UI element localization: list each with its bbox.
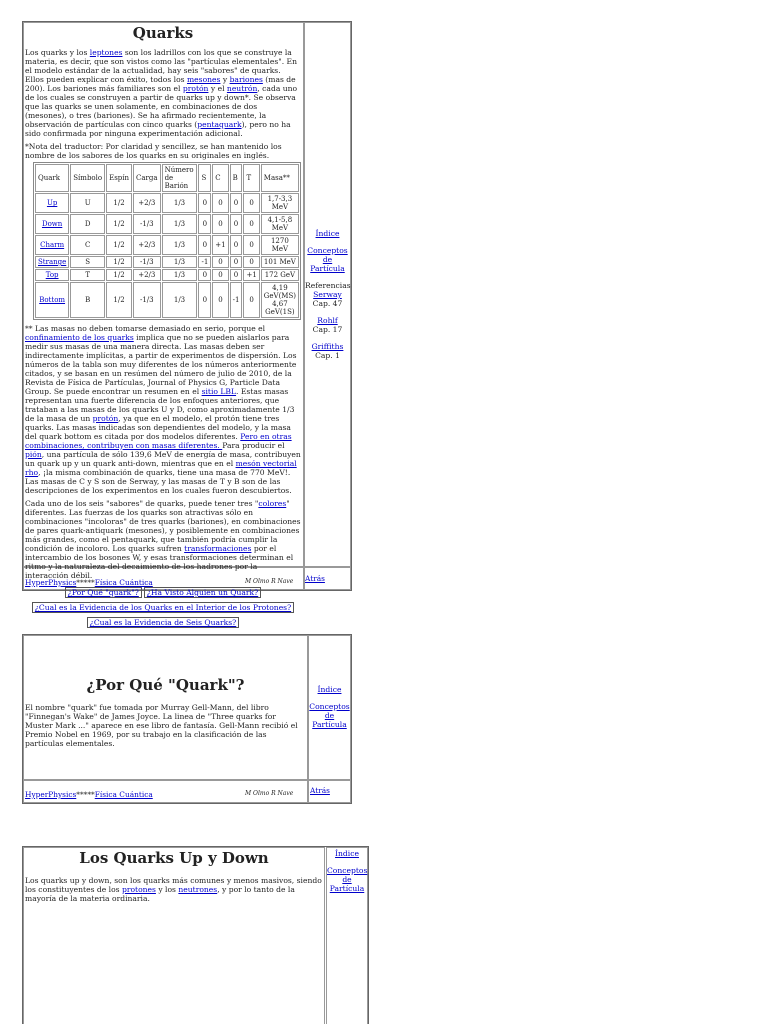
table-cell: 1/3 — [162, 214, 198, 234]
table-cell: 0 — [230, 269, 243, 281]
table-cell: -1/3 — [133, 214, 161, 234]
colors-paragraph — [25, 499, 301, 580]
table-cell: 1,7-3,3 MeV — [261, 193, 299, 213]
table-cell: T — [70, 269, 105, 281]
rohlf-link[interactable]: Rohlf — [317, 316, 338, 325]
table-header: C — [212, 164, 228, 192]
quark-name-link[interactable]: Strange — [38, 258, 67, 266]
table-cell: 0 — [212, 193, 228, 213]
table-row — [35, 282, 299, 318]
table-cell: 0 — [230, 193, 243, 213]
fisica-cuantica-link-2[interactable]: Física Cuántica — [94, 790, 153, 799]
text-run: ** Las masas no deben tomarse demasiado en serio, porque el — [25, 324, 266, 333]
nav-button[interactable]: ¿Por Qué "quark"? — [67, 588, 139, 597]
why-quark-title: ¿Por Qué "Quark"? — [86, 676, 245, 694]
indice-link-2[interactable]: Índice — [317, 685, 342, 694]
table-cell: U — [70, 193, 105, 213]
table-row — [35, 193, 299, 213]
text-run: y — [220, 75, 230, 84]
hyperphysics-link[interactable]: HyperPhysics — [25, 578, 77, 587]
table-cell: 1/2 — [106, 282, 132, 318]
text-run: . Estas masas representan una fuerte diferencia de los enfoques anteriores, que trataban a las masas de los quarks U y D, como aproximadamente 1/3 de la masa de un — [25, 387, 295, 423]
table-cell: 0 — [243, 256, 259, 268]
inline-link[interactable]: Pero en otras combinaciones, contribuyen con masas diferentes. — [25, 432, 292, 450]
footer-stars-2: ***** — [76, 790, 95, 799]
nav-button-frame — [65, 587, 142, 598]
text-run: (mas de 200). Los bariones más familiares son el — [25, 75, 296, 93]
table-cell — [35, 282, 69, 318]
table-cell — [35, 269, 69, 281]
nav-button[interactable]: ¿Cual es la Evidencia de los Quarks en el Interior de los Protones? — [34, 603, 292, 612]
text-run: , cada uno de los cuales se construyen a partir de quarks up y down*. Se observa que las quarks se unen solamente, en combinaciones de dos (mesones), o tres (bariones). Se ha afirmado recientemente, la observación de partículas con cinco quarks ( — [25, 84, 298, 129]
table-cell: 0 — [243, 235, 259, 255]
up-down-title: Los Quarks Up y Down — [79, 849, 269, 867]
table-cell: 1/2 — [106, 256, 132, 268]
table-cell: +2/3 — [133, 269, 161, 281]
table-cell: 0 — [230, 214, 243, 234]
table-cell: 1/3 — [162, 235, 198, 255]
griffiths-chapter: Cap. 1 — [315, 351, 340, 360]
table-header: Número de Barión — [162, 164, 198, 192]
table-row — [35, 256, 299, 268]
indice-link[interactable]: Índice — [315, 229, 340, 238]
table-cell: 0 — [212, 282, 228, 318]
table-cell: 1/2 — [106, 235, 132, 255]
table-cell: 4,19 GeV(MS) 4,67 GeV(1S) — [261, 282, 299, 318]
inline-link[interactable]: pión — [25, 450, 42, 459]
table-cell: 4,1-5,8 MeV — [261, 214, 299, 234]
nav-button-row — [25, 601, 301, 614]
why-quark-content — [25, 676, 306, 748]
quark-name-link[interactable]: Top — [45, 271, 59, 279]
table-header: Masa** — [261, 164, 299, 192]
conceptos-particula-link[interactable]: Conceptos de Partícula — [307, 246, 348, 273]
text-run: , y por lo tanto de la mayoría de la materia ordinaria. — [25, 885, 295, 903]
table-header: Carga — [133, 164, 161, 192]
text-run: , ¡la misma combinación de quarks, tiene una masa de 770 MeV!. Las masas de C y S son de Serway, y las masas de T y B son de las descripciones de los experimentos en los cuales fueron descubiertos. — [25, 468, 292, 495]
back-link[interactable]: Atrás — [305, 574, 325, 583]
up-down-sidebar — [327, 849, 367, 893]
text-run: implica que no se pueden aislarlos para medir sus masas de una manera directa. Las masas deben ser indirectamente implícitas, a partir de experimentos de dispersión. Los números de la tabla son muy diferentes de los números anteriormente citados, y se basan en un resúmen del número de julio de 2010, de la Revista de Física de Partículas, Journal of Physics G, Particle Data Group. Se puede encontrar un resumen en el — [25, 333, 297, 396]
table-cell: -1 — [198, 256, 211, 268]
table-header: Espín — [106, 164, 132, 192]
nav-button[interactable]: ¿Ha Visto Alguien un Quark? — [146, 588, 259, 597]
indice-link-3[interactable]: Índice — [335, 849, 359, 858]
table-cell: 1/2 — [106, 193, 132, 213]
table-cell — [35, 256, 69, 268]
inline-link[interactable]: leptones — [89, 48, 123, 57]
text-run: y los — [155, 885, 179, 894]
text-run: ), pero no ha sido confirmada por ninguna experimentación adicional. — [25, 120, 291, 138]
table-cell: 1270 MeV — [261, 235, 299, 255]
text-run: Cada uno de los seis "sabores" de quarks, puede tener tres " — [25, 499, 259, 508]
table-cell: 1/3 — [162, 193, 198, 213]
table-cell: 0 — [198, 193, 211, 213]
inline-link[interactable]: protones — [121, 885, 156, 894]
text-run: Para producir el — [222, 441, 285, 450]
table-cell: B — [70, 282, 105, 318]
serway-link[interactable]: Serway — [313, 290, 342, 299]
inline-link[interactable]: protón — [92, 414, 119, 423]
inline-link[interactable]: confinamiento de los quarks — [25, 333, 134, 342]
inline-link[interactable]: protón — [182, 84, 209, 93]
inline-link[interactable]: neutrones — [178, 885, 218, 894]
table-cell: 0 — [230, 256, 243, 268]
table-cell: 172 GeV — [261, 269, 299, 281]
text-run: , ya que en el modelo, el protón tiene tres quarks. Las masas indicadas son dependientes del modelo, y la masa del quark bottom es citada por dos modelos diferentes. — [25, 414, 291, 441]
why-quark-paragraph: El nombre "quark" fue tomada por Murray Gell-Mann, del libro "Finnegan's Wake" de James Joyce. La linea de "Three quarks for Muster Mark ..." aparece en ese libro de fantasía. Gell-Mann recibió el Premio Nobel en 1969, por su trabajo en la clasificación de las partículas elementales. — [25, 703, 298, 748]
why-quark-footer — [25, 790, 306, 799]
table-cell: 0 — [212, 269, 228, 281]
hyperphysics-link-2[interactable]: HyperPhysics — [25, 790, 77, 799]
table-cell: 0 — [243, 282, 259, 318]
table-cell: 0 — [243, 193, 259, 213]
nav-button-frame — [87, 617, 240, 628]
quark-name-link[interactable]: Down — [41, 220, 63, 228]
author-signature-2: M Olmo R Nave — [245, 790, 294, 797]
table-cell: 0 — [198, 282, 211, 318]
text-run: " diferentes. Las fuerzas de los quarks son atractivas sólo en combinaciones "incoloras" de tres quarks (bariones), en combinaciones de pares quark-antiquark (mesones), y posiblemente en combinaciones más grandes, como el pentaquark, que también podría cumplir la condición de incoloro. Los quarks sufren — [25, 499, 301, 553]
quarks-content — [25, 24, 301, 631]
table-header: Símbolo — [70, 164, 105, 192]
nav-buttons — [25, 586, 301, 629]
table-cell: 101 MeV — [261, 256, 299, 268]
table-cell: +1 — [243, 269, 259, 281]
table-cell: D — [70, 214, 105, 234]
table-cell: 0 — [198, 235, 211, 255]
table-cell: 1/2 — [106, 269, 132, 281]
inline-link[interactable]: sitio LBL — [201, 387, 237, 396]
text-run: por el intercambio de los bosones W, y esas transformaciones determinan el ritmo y la naturaleza del decaimiento de los hadrones por la interacción débil. — [25, 544, 294, 580]
table-row — [35, 235, 299, 255]
quark-name-link[interactable]: Charm — [40, 241, 65, 249]
table-cell: 0 — [198, 214, 211, 234]
inline-link[interactable]: pentaquark — [197, 120, 242, 129]
serway-chapter: Cap. 47 — [312, 299, 343, 308]
table-cell: +1 — [212, 235, 228, 255]
inline-link[interactable]: mesón vectorial rho — [25, 459, 297, 477]
text-run: y el — [208, 84, 227, 93]
quark-name-link[interactable]: Up — [46, 199, 58, 207]
intro-paragraph — [25, 48, 301, 138]
table-cell: 0 — [212, 214, 228, 234]
nav-button[interactable]: ¿Cual es la Evidencia de Seis Quarks? — [89, 618, 237, 627]
table-cell: -1 — [230, 282, 243, 318]
griffiths-link[interactable]: Griffiths — [311, 342, 344, 351]
table-cell: 1/3 — [162, 282, 198, 318]
table-row — [35, 214, 299, 234]
table-cell — [35, 214, 69, 234]
table-header: S — [198, 164, 211, 192]
back-link-2[interactable]: Atrás — [310, 786, 330, 795]
table-cell: -1/3 — [133, 256, 161, 268]
rohlf-chapter: Cap. 17 — [312, 325, 343, 334]
nav-button-row — [25, 586, 301, 599]
text-run: Los quarks y los — [25, 48, 90, 57]
table-cell — [35, 235, 69, 255]
table-cell: 0 — [230, 235, 243, 255]
table-cell — [35, 193, 69, 213]
table-header: T — [243, 164, 259, 192]
table-cell: -1/3 — [133, 282, 161, 318]
nav-button-frame — [144, 587, 261, 598]
table-cell: +2/3 — [133, 193, 161, 213]
footer-stars: ***** — [76, 578, 95, 587]
quark-table — [33, 162, 301, 320]
translator-note: *Nota del traductor: Por claridad y sencillez, se han mantenido los nombre de los sabores de los quarks en su originales en inglés. — [25, 142, 282, 160]
table-header: B — [230, 164, 243, 192]
nav-button-row — [25, 616, 301, 629]
why-quark-sidebar — [309, 685, 350, 729]
table-cell: C — [70, 235, 105, 255]
table-cell: 1/3 — [162, 256, 198, 268]
quarks-sidebar — [305, 229, 350, 360]
quarks-footer — [25, 578, 301, 587]
up-down-content — [25, 849, 323, 903]
inline-link[interactable]: neutrón — [226, 84, 258, 93]
text-run: Los quarks up y down, son los quarks más comunes y menos masivos, siendo los constituyentes de los — [25, 876, 322, 894]
table-cell: 0 — [198, 269, 211, 281]
author-signature: M Olmo R Nave — [245, 578, 294, 585]
mass-note-paragraph — [25, 324, 301, 495]
table-cell: 1/2 — [106, 214, 132, 234]
fisica-cuantica-link[interactable]: Física Cuántica — [94, 578, 153, 587]
table-cell: 0 — [243, 214, 259, 234]
inline-link[interactable]: mesones — [186, 75, 221, 84]
table-row — [35, 269, 299, 281]
nav-button-frame — [32, 602, 294, 613]
conceptos-particula-link-3[interactable]: Conceptos de Partícula — [327, 866, 368, 893]
table-cell: 0 — [212, 256, 228, 268]
text-run: son los ladrillos con los que se construye la materia, es decir, que son vistos como las "partículas elementales". En el modelo estándar de la actualidad, hay seis "sabores" de quarks. Ellos pueden explicar con éxito, todos los — [25, 48, 297, 84]
inline-link[interactable]: transformaciones — [184, 544, 252, 553]
table-cell: +2/3 — [133, 235, 161, 255]
inline-link[interactable]: bariones — [229, 75, 263, 84]
table-cell: S — [70, 256, 105, 268]
table-cell: 1/3 — [162, 269, 198, 281]
up-down-paragraph — [25, 876, 323, 903]
quark-name-link[interactable]: Bottom — [39, 296, 66, 304]
referencias-label: Referencias — [305, 281, 351, 290]
table-header: Quark — [35, 164, 69, 192]
inline-link[interactable]: colores — [258, 499, 287, 508]
text-run: , una partícula de sólo 139,6 MeV de energía de masa, contribuyen un quark up y un quark anti-down, mientras que en el — [25, 450, 301, 468]
page-title: Quarks — [132, 24, 194, 42]
conceptos-particula-link-2[interactable]: Conceptos de Partícula — [309, 702, 350, 729]
